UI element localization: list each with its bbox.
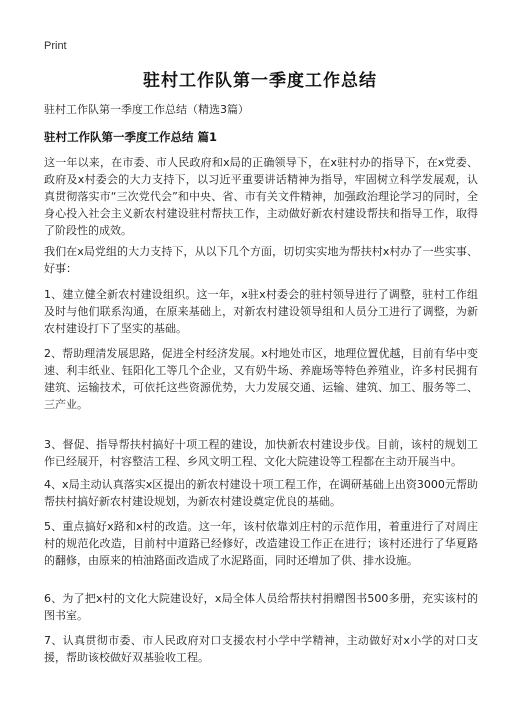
paragraph-item-7: 7、认真贯彻市委、市人民政府对口支援农村小学中学精神，主动做好对x小学的对口支援，帮助该校做好双基验收工程。 — [44, 634, 478, 664]
section-heading: 驻村工作队第一季度工作总结 篇1 — [44, 130, 218, 144]
document-subtitle: 驻村工作队第一季度工作总结（精选3篇） — [44, 103, 249, 116]
print-link[interactable]: Print — [44, 40, 67, 52]
paragraph-item-6: 6、为了把x村的文化大院建设好，x局全体人员给帮扶村捐赠图书500多册，充实该村的图书室。 — [44, 592, 478, 622]
paragraph-item-5: 5、重点搞好x路和x村的改造。这一年，该村依靠刘庄村的示范作用，着重进行了对周庄村的规范化改造，目前村中道路已经修好，改造建设工作正在进行；该村还进行了华夏路的翻修，由原来的柏油路面改造成了水泥路面，同时还增加了供、排水设施。 — [44, 520, 478, 567]
page-title: 驻村工作队第一季度工作总结 — [143, 71, 377, 91]
paragraph-item-2: 2、帮助理清发展思路，促进全村经济发展。x村地处市区，地理位置优越，目前有华中变速、利丰纸业、钰阳化工等几个企业，又有奶牛场、养鹿场等特色养殖业，许多村民拥有建筑、运输技术，可依托这些资源优势，大力发展交通、运输、建筑、加工、服务等二、三产业。 — [44, 347, 478, 411]
paragraph-intro: 这一年以来，在市委、市人民政府和x局的正确领导下，在x驻村办的指导下，在x党委、政府及x村委会的大力支持下，以习近平重要讲话精神为指导，牢固树立科学发展观，认真贯彻落实市“三次党代会”和中央、省、市有关文件精神，加强政治理论学习的同时，全身心投入社会主义新农村建设驻村帮扶工作，主动做好新农村建设帮扶和指导工作，取得了阶段性的成效。 — [44, 156, 478, 237]
paragraph-item-3: 3、督促、指导帮扶村搞好十项工程的建设，加快新农村建设步伐。目前，该村的规划工作已经展开，村容整洁工程、乡风文明工程、文化大院建设等工程都在主动开展当中。 — [44, 438, 478, 468]
paragraph-item-4: 4、x局主动认真落实x区提出的新农村建设十项工程工作，在调研基础上出资3000元帮助帮扶村搞好新农村建设规划，为新农村建设奠定优良的基础。 — [44, 478, 478, 508]
paragraph-summary: 我们在x局党组的大力支持下，从以下几个方面，切切实实地为帮扶村x村办了一些实事、好事： — [44, 245, 478, 275]
paragraph-item-1: 1、建立健全新农村建设组织。这一年，x驻x村委会的驻村领导进行了调整，驻村工作组及时与他们联系沟通，在原来基础上，对新农村建设领导组和人员分工进行了调整，为新农村建设打下了坚实的基础。 — [44, 288, 478, 335]
